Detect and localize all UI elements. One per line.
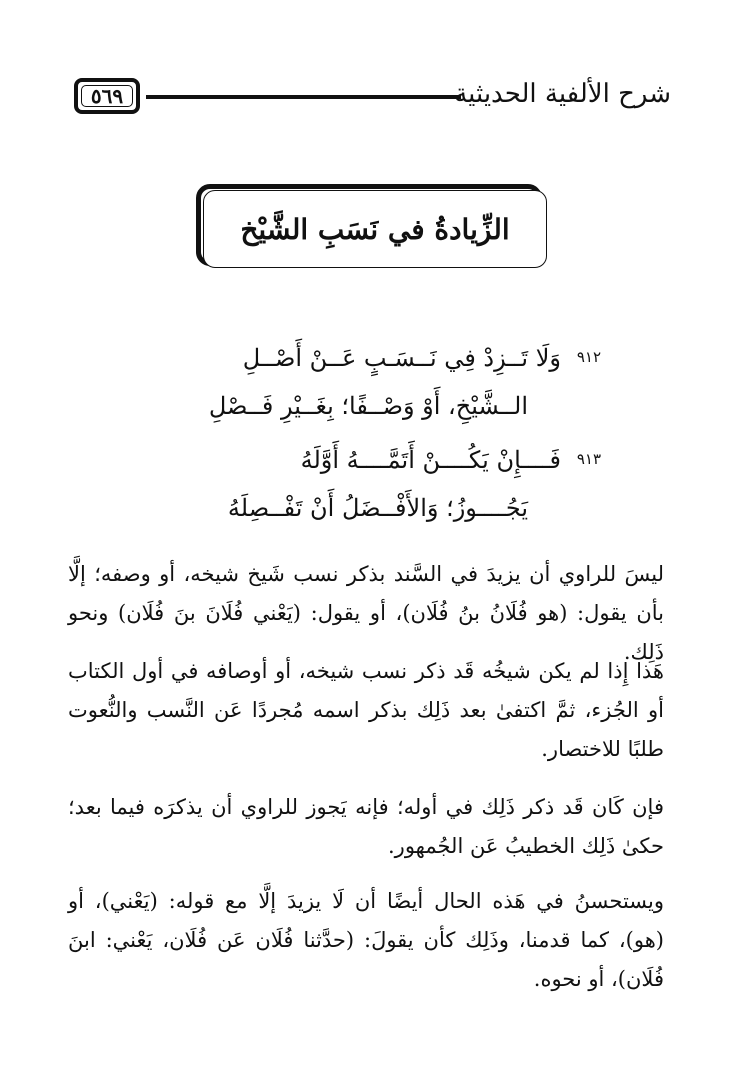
chapter-title: الزِّيادةُ في نَسَبِ الشَّيْخ [240, 212, 510, 246]
running-title: شرح الألفية الحديثية [454, 79, 671, 109]
verse-first-hemistich: وَلَا تَــزِدْ فِي نَــسَـبٍ عَــنْ أَصْــلِ [242, 344, 561, 372]
verse-second-hemistich: يَجُــــوزُ؛ وَالأَفْــضَلُ أَنْ تَفْــصِلَهُ [227, 494, 528, 522]
header-rule [146, 95, 461, 99]
paragraph-text: ليسَ للراوي أن يزيدَ في السَّند بذكر نسب شَيخ شيخه، أو وصفه؛ إلَّا بأن يقول: (هو فُلَانُ بنُ فُلَان)، أو يقول: (يَعْني فُلَانَ بنَ فُلَان) ونحو ذَلِك. [68, 562, 664, 664]
paragraph [68, 882, 664, 999]
paragraph [68, 652, 664, 769]
chapter-title-frame [203, 190, 547, 268]
paragraph-text: هَذا إِذا لم يكن شيخُه قَد ذكر نسب شيخه، أو أوصافه في أول الكتاب أو الجُزء، ثمَّ اكتفىٰ بعد ذَلِك بذكر اسمه مُجردًا عَن النَّسب والنُّعوت طلبًا للاختصار. [68, 659, 664, 761]
page-number-frame [74, 78, 140, 114]
paragraph-text: فإن كَان قَد ذكر ذَلِك في أوله؛ فإنه يَجوز للراوي أن يذكرَه فيما بعد؛ حكىٰ ذَلِك الخطيبُ عَن الجُمهور. [68, 795, 664, 858]
verse-number: ٩١٣ [576, 450, 601, 468]
page-number: ٥٦٩ [90, 84, 124, 108]
verse-second-hemistich: الــشَّيْخِ، أَوْ وَصْــفًا؛ بِغَــيْرِ فَــصْلِ [208, 392, 528, 420]
verse-first-hemistich: فَــــإِنْ يَكُــــنْ أَتَمَّــــهُ أَوَّلَهُ [300, 446, 561, 474]
paragraph [68, 788, 664, 866]
paragraph-text: ويستحسنُ في هَذه الحال أيضًا أن لَا يزيدَ إلَّا مع قوله: (يَعْني)، أو (هو)، كما قدمنا، وذَلِك كأن يقولَ: (حدَّثنا فُلَان عَن فُلَان، يَعْني: ابنَ فُلَان)، أو نحوه. [68, 889, 664, 991]
verse-number: ٩١٢ [576, 348, 601, 366]
